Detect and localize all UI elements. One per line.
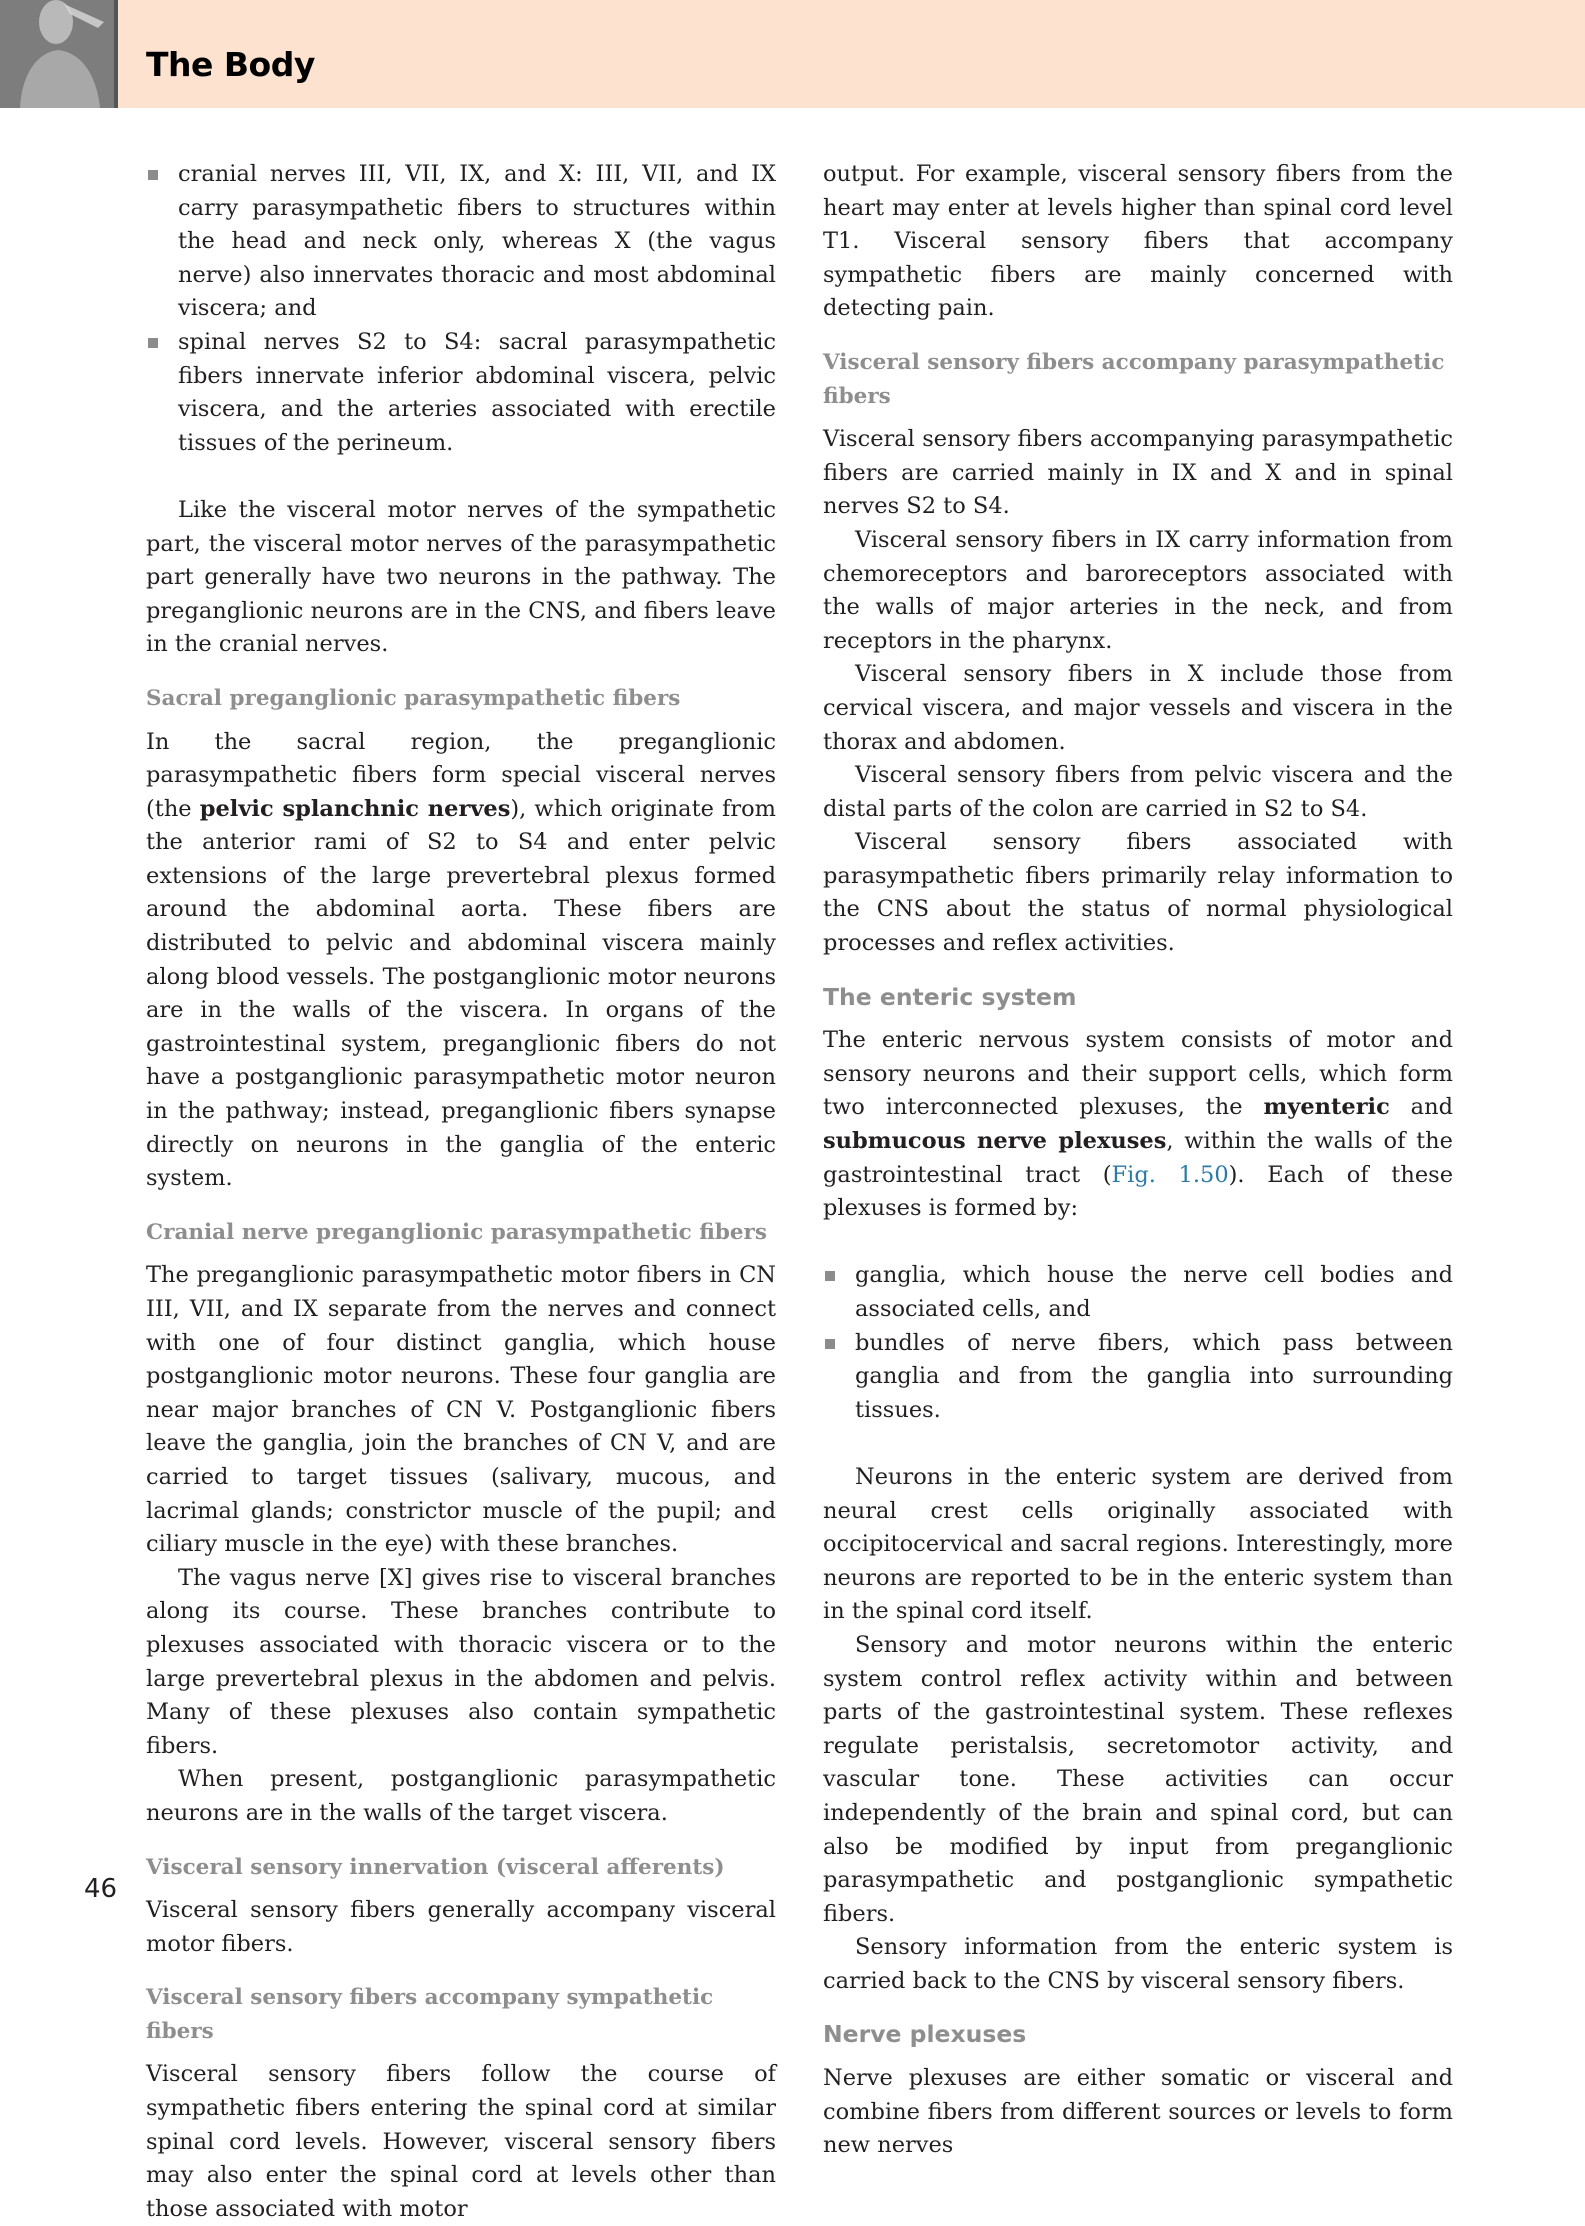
paragraph: Visceral sensory fibers from pelvic viscera and the distal parts of the colon are carried in S2 to S4.: [823, 762, 1453, 822]
paragraph: Visceral sensory fibers in IX carry information from chemoreceptors and baroreceptors associated with the walls of major arteries in the neck, and from receptors in the pharynx.: [823, 526, 1453, 654]
paragraph: Neurons in the enteric system are derived from neural crest cells originally associated with occipitocervical and sacral regions. Interestingly, more neurons are reported to be in the enteric system than in the spinal cord itself.: [823, 1463, 1453, 1625]
paragraph: Sensory information from the enteric system is carried back to the CNS by visceral sensory fibers.: [823, 1934, 1453, 1994]
list-item: spinal nerves S2 to S4: sacral parasympathetic fibers innervate inferior abdominal viscera, pelvic viscera, and the arteries associated with erectile tissues of the perineum.: [146, 326, 776, 460]
bold-term: submucous nerve plexuses: [823, 1128, 1167, 1155]
paragraph: Sensory and motor neurons within the enteric system control reflex activity within and between parts of the gastrointestinal system. These reflexes regulate peristalsis, secretomotor activity, and vascular tone. These activities can occur independently of the brain and spinal cord, but can also be modified by input from preganglionic parasympathetic and postganglionic sympathetic fibers.: [823, 1631, 1453, 1927]
paragraph: The enteric nervous system consists of motor and sensory neurons and their support cells, which form two interconnected plexuses, the myenteric and submucous nerve plexuses, within the walls of the gastrointestinal tract (Fig. 1.50). Each of these plexuses is formed by:: [823, 1027, 1454, 1222]
subheading: The enteric system: [823, 982, 1077, 1011]
paragraph: Visceral sensory fibers generally accompany visceral motor fibers.: [146, 1897, 776, 1957]
paragraph: output. For example, visceral sensory fibers from the heart may enter at levels higher than spinal cord level T1. Visceral sensory fibers that accompany sympathetic fibers are mainly concerned with detecting pain.: [823, 161, 1453, 322]
page-header-band: [0, 0, 1585, 108]
square-bullet-icon: [148, 170, 158, 180]
chapter-thumbnail-image: [0, 0, 118, 108]
square-bullet-icon: [825, 1339, 835, 1349]
subheading: Cranial nerve preganglionic parasympathetic fibers: [146, 1219, 767, 1245]
left-bullet-list: [146, 158, 776, 460]
paragraph: Visceral sensory fibers follow the course of sympathetic fibers entering the spinal cord at similar spinal cord levels. However, visceral sensory fibers may also enter the spinal cord at levels other than those associated with motor: [146, 2061, 776, 2222]
bold-term: pelvic splanchnic nerves: [199, 795, 511, 822]
section-title: The Body: [146, 45, 315, 84]
paragraph: The vagus nerve [X] gives rise to visceral branches along its course. These branches contribute to plexuses associated with thoracic viscera or to the large prevertebral plexus in the abdomen and pelvis. Many of these plexuses also contain sympathetic fibers.: [146, 1564, 776, 1759]
paragraph: In the sacral region, the preganglionic parasympathetic fibers form special visceral nerves (the pelvic splanchnic nerves), which originate from the anterior rami of S2 to S4 and enter pelvic extensions of the large prevertebral plexus formed around the abdominal aorta. These fibers are distributed to pelvic and abdominal viscera mainly along blood vessels. The postganglionic motor neurons are in the walls of the viscera. In organs of the gastrointestinal system, preganglionic fibers do not have a postganglionic parasympathetic motor neuron in the pathway; instead, preganglionic fibers synapse directly on neurons in the ganglia of the enteric system.: [146, 728, 777, 1192]
subheading: Sacral preganglionic parasympathetic fibers: [146, 685, 681, 711]
left-column: [146, 158, 776, 2226]
paragraph: Visceral sensory fibers associated with parasympathetic fibers primarily relay information to the CNS about the status of normal physiological processes and reflex activities.: [823, 829, 1453, 957]
list-item: bundles of nerve fibers, which pass between ganglia and from the ganglia into surrounding tissues.: [823, 1327, 1453, 1428]
paragraph: Like the visceral motor nerves of the sympathetic part, the visceral motor nerves of the parasympathetic part generally have two neurons in the pathway. The preganglionic neurons are in the CNS, and fibers leave in the cranial nerves.: [146, 496, 776, 658]
figure-reference-link[interactable]: Fig. 1.50: [1111, 1161, 1229, 1188]
right-bullet-list: [823, 1259, 1453, 1427]
paragraph: Nerve plexuses are either somatic or visceral and combine fibers from different sources or levels to form new nerves: [823, 2065, 1453, 2159]
list-item: ganglia, which house the nerve cell bodies and associated cells, and: [823, 1259, 1453, 1326]
paragraph: The preganglionic parasympathetic motor fibers in CN III, VII, and IX separate from the nerves and connect with one of four distinct ganglia, which house postganglionic motor neurons. These four ganglia are near major branches of CN V. Postganglionic fibers leave the ganglia, join the branches of CN V, and are carried to target tissues (salivary, mucous, and lacrimal glands; constrictor muscle of the pupil; and ciliary muscle in the eye) with these branches.: [146, 1262, 776, 1558]
right-column: [823, 158, 1453, 2163]
subheading: Nerve plexuses: [823, 2020, 1027, 2049]
bold-term: myenteric: [1263, 1094, 1390, 1121]
paragraph: Visceral sensory fibers accompanying parasympathetic fibers are carried mainly in IX and X and in spinal nerves S2 to S4.: [823, 426, 1453, 520]
paragraph: When present, postganglionic parasympathetic neurons are in the walls of the target viscera.: [146, 1766, 776, 1826]
subheading: Visceral sensory fibers accompany sympathetic fibers: [146, 1985, 714, 2044]
square-bullet-icon: [825, 1271, 835, 1281]
subheading: Visceral sensory fibers accompany parasympathetic fibers: [823, 349, 1445, 409]
square-bullet-icon: [148, 338, 158, 348]
paragraph: Visceral sensory fibers in X include those from cervical viscera, and major vessels and viscera in the thorax and abdomen.: [823, 661, 1453, 755]
page-number: 46: [84, 1874, 118, 1904]
subheading: Visceral sensory innervation (visceral afferents): [146, 1854, 725, 1880]
list-item: cranial nerves III, VII, IX, and X: III, VII, and IX carry parasympathetic fibers to structures within the head and neck only, whereas X (the vagus nerve) also innervates thoracic and most abdominal viscera; and: [146, 158, 776, 326]
